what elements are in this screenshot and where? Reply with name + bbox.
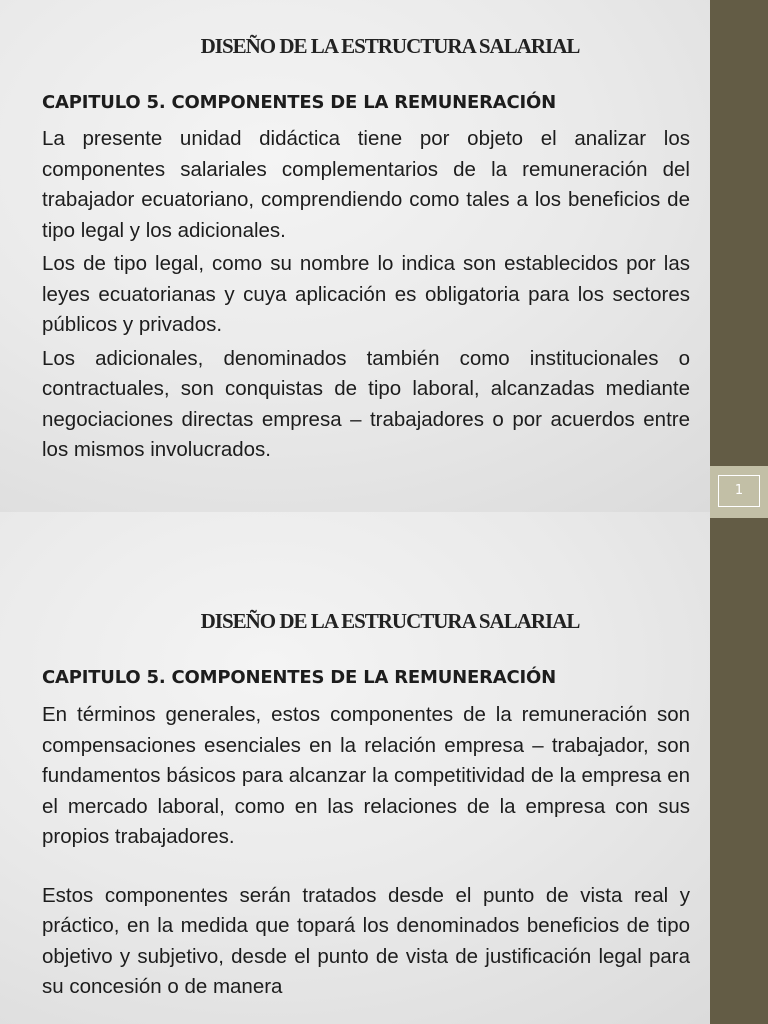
body-text (42, 124, 690, 466)
slide-title: DISEÑO DE LA ESTRUCTURA SALARIAL (200, 609, 580, 633)
paragraph: Los adicionales, denominados también como institucionales o contractuales, son conquistas de tipo laboral, alcanzadas mediante negociaciones directas empresa – trabajadores o por acuerdos entre los mismos involucrados. (42, 346, 690, 461)
paragraph: En términos generales, estos componentes de la remuneración son compensaciones esenciales en la relación empresa – trabajador, son fundamentos básicos para alcanzar la competitividad de la empresa en el mercado laboral, como en las relaciones de la empresa con sus propios trabajadores. (42, 703, 690, 848)
body-text (42, 700, 690, 1003)
sidebar-band (710, 0, 768, 512)
chapter-heading: CAPITULO 5. COMPONENTES DE LA REMUNERACIÓN (42, 667, 556, 688)
sidebar-band (710, 512, 768, 1024)
slide-title: DISEÑO DE LA ESTRUCTURA SALARIAL (200, 34, 580, 58)
page-number-badge (710, 466, 768, 518)
paragraph: Los de tipo legal, como su nombre lo indica son establecidos por las leyes ecuatorianas y cuya aplicación es obligatoria para los sectores públicos y privados. (42, 252, 690, 336)
page-number: 1 (718, 475, 760, 507)
slide-2 (0, 512, 768, 1024)
paragraph: La presente unidad didáctica tiene por objeto el analizar los componentes salariales complementarios de la remuneración del trabajador ecuatoriano, comprendiendo como tales a los beneficios de tipo legal y los adicionales. (42, 127, 690, 242)
paragraph: Estos componentes serán tratados desde el punto de vista real y práctico, en la medida que topará los denominados beneficios de tipo objetivo y subjetivo, desde el punto de vista de justificación legal para su concesión o de manera (42, 883, 690, 998)
chapter-heading: CAPITULO 5. COMPONENTES DE LA REMUNERACIÓN (42, 92, 556, 113)
